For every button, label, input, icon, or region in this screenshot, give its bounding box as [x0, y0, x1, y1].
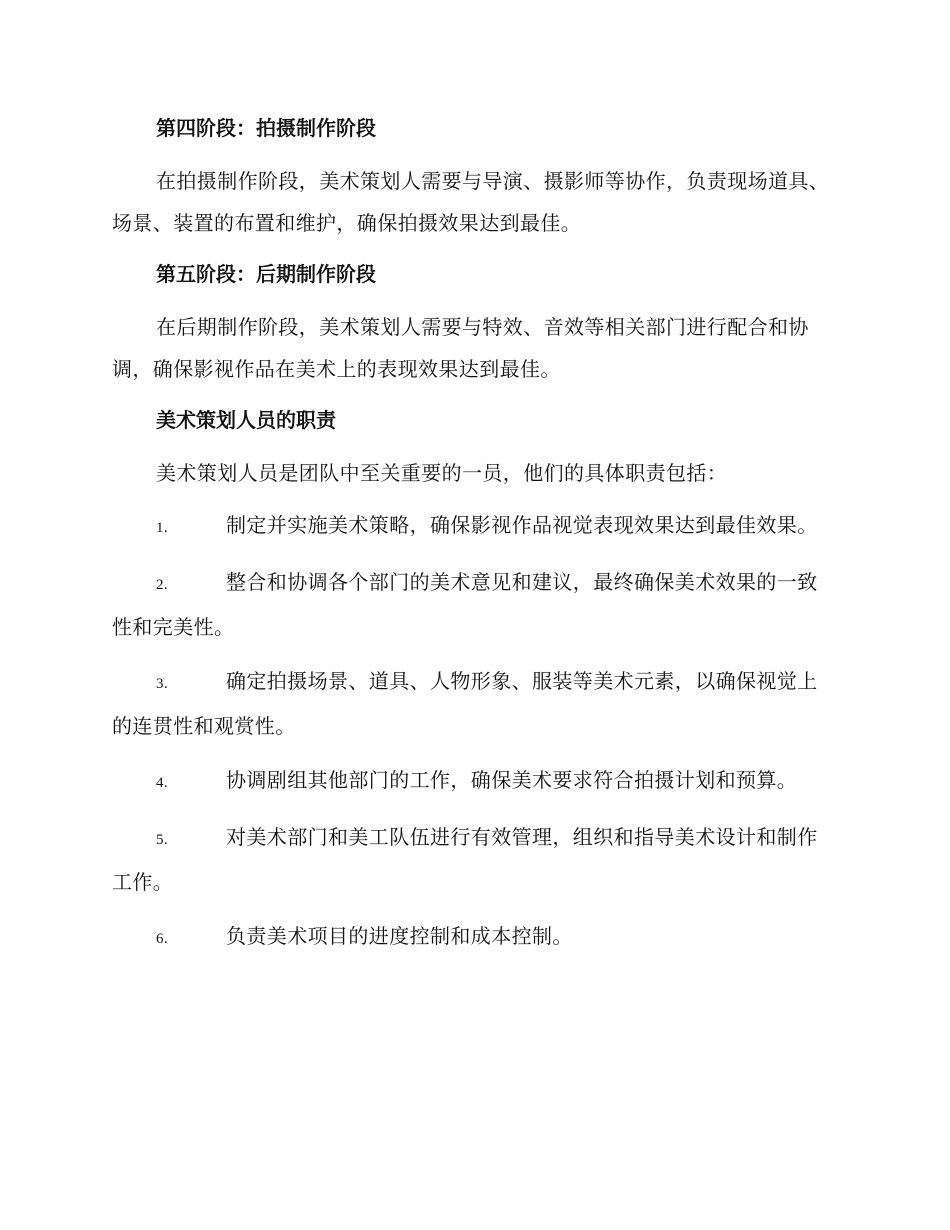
section-heading-duties: 美术策划人员的职责: [156, 408, 336, 432]
list-item-number: 6.: [156, 931, 169, 947]
list-item-text: 协调剧组其他部门的工作，确保美术要求符合拍摄计划和预算。: [226, 768, 798, 792]
section-paragraph-stage-four: 在拍摄制作阶段，美术策划人需要与导演、摄影师等协作，负责现场道具、场景、装置的布置和维护，确保拍摄效果达到最佳。: [112, 169, 830, 235]
document-page: [112, 108, 834, 972]
section-paragraph-duties-intro: 美术策划人员是团队中至关重要的一员，他们的具体职责包括：: [156, 461, 728, 485]
duties-list: [112, 504, 834, 960]
list-item-text: 整合和协调各个部门的美术意见和建议，最终确保美术效果的一致性和完美性。: [112, 570, 818, 639]
list-item: [112, 504, 834, 549]
list-item: [112, 816, 834, 903]
list-item-number: 3.: [156, 676, 169, 692]
section-paragraph-stage-five: 在后期制作阶段，美术策划人需要与特效、音效等相关部门进行配合和协调，确保影视作品在美术上的表现效果达到最佳。: [112, 315, 809, 381]
list-item: [112, 915, 834, 960]
list-item-text: 负责美术项目的进度控制和成本控制。: [226, 924, 573, 948]
list-item-text: 制定并实施美术策略，确保影视作品视觉表现效果达到最佳效果。: [226, 513, 818, 537]
section-heading-stage-five: 第五阶段：后期制作阶段: [156, 262, 376, 286]
section-heading-stage-four: 第四阶段：拍摄制作阶段: [156, 116, 376, 140]
list-item-text: 对美术部门和美工队伍进行有效管理，组织和指导美术设计和制作工作。: [112, 825, 818, 894]
list-item: [112, 759, 834, 804]
list-item-text: 确定拍摄场景、道具、人物形象、服装等美术元素，以确保视觉上的连贯性和观赏性。: [112, 669, 818, 738]
list-item-number: 5.: [156, 832, 169, 848]
list-item: [112, 660, 834, 747]
list-item-number: 2.: [156, 577, 169, 593]
list-item-number: 4.: [156, 775, 169, 791]
list-item-number: 1.: [156, 520, 169, 536]
list-item: [112, 561, 834, 648]
